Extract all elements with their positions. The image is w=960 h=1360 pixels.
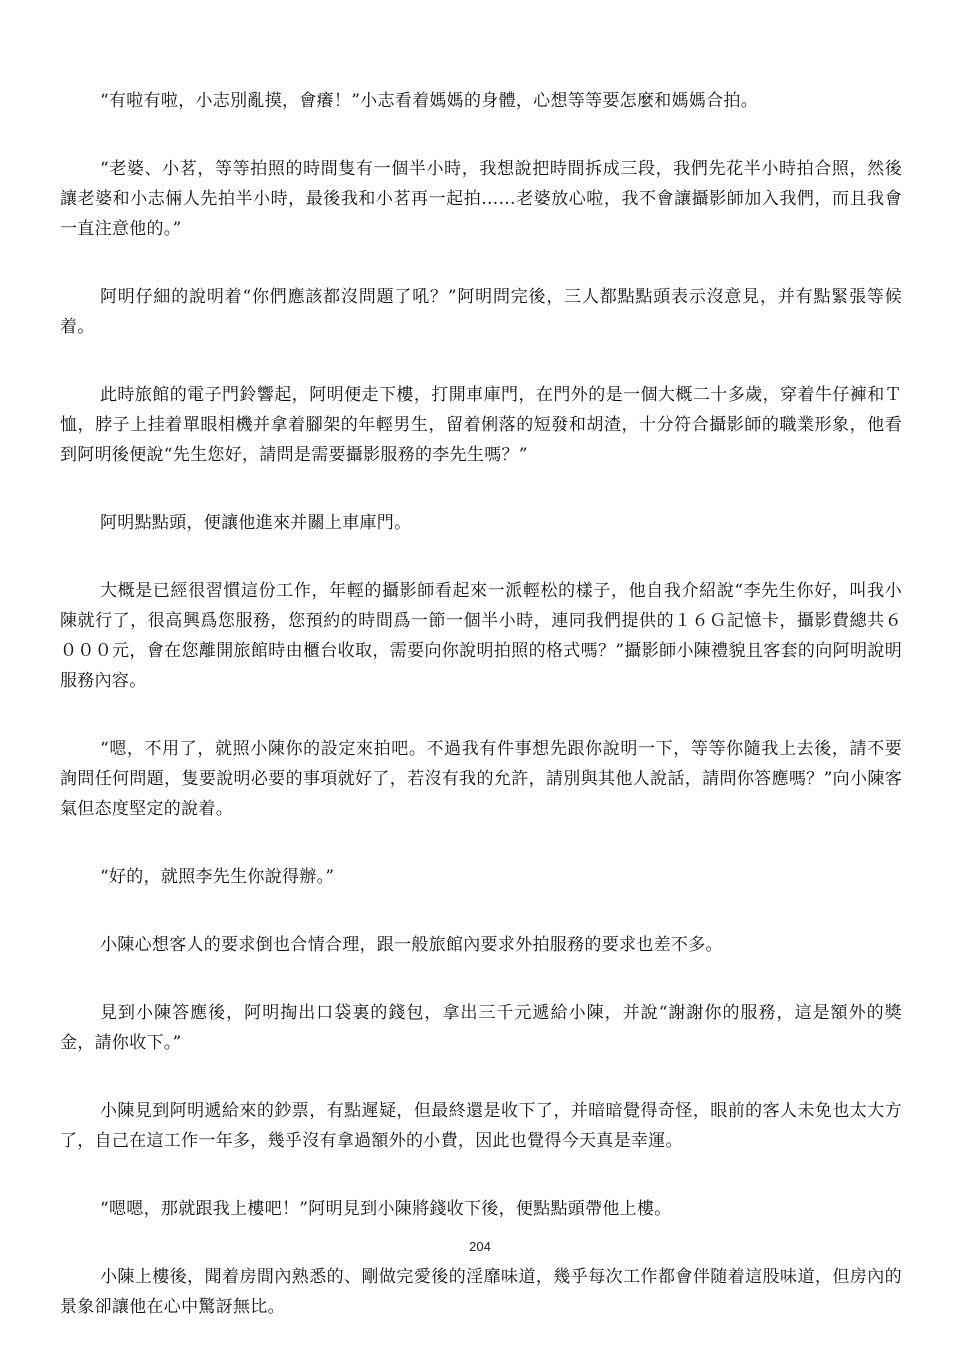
paragraph: 阿明仔細的說明着“你們應該都沒問題了吼？”阿明問完後，三人都點點頭表示沒意見，并有點緊張等候着。 [60, 287, 902, 337]
paragraph: 小陳見到阿明遞給來的鈔票，有點遲疑，但最終還是收下了，并暗暗覺得奇怪，眼前的客人未免也太大方了，自己在這工作一年多，幾乎沒有拿過額外的小費，因此也覺得今天真是幸運。 [60, 1101, 902, 1151]
paragraph: “好的，就照李先生你說得辦。” [100, 867, 335, 887]
paragraph: 阿明點點頭，便讓他進來并關上車庫門。 [100, 513, 412, 533]
paragraph: 小陳上樓後，聞着房間內熟悉的、剛做完愛後的淫靡味道，幾乎每次工作都會伴随着這股味道，但房內的景象卻讓他在心中驚訝無比。 [60, 1267, 902, 1317]
paragraph: “老婆、小茗，等等拍照的時間隻有一個半小時，我想說把時間拆成三段，我們先花半小時拍合照，然後讓老婆和小志倆人先拍半小時，最後我和小茗再一起拍……老婆放心啦，我不會讓攝影師加入我們，而且我會一直注意他的。” [60, 159, 902, 239]
paragraph: 此時旅館的電子門鈴響起，阿明便走下樓，打開車庫門，在門外的是一個大概二十多歲，穿着牛仔褲和Ｔ恤，脖子上挂着單眼相機并拿着腳架的年輕男生，留着俐落的短發和胡渣，十分符合攝影師的職業形象，他看到阿明後便說“先生您好，請問是需要攝影服務的李先生嗎？” [60, 385, 902, 465]
document-body [60, 86, 902, 1360]
paragraph: “有啦有啦，小志別亂摸，會癢！”小志看着媽媽的身體，心想等等要怎麼和媽媽合拍。 [100, 91, 759, 111]
page-number: 204 [469, 1239, 491, 1254]
paragraph: 大概是已經很習慣這份工作，年輕的攝影師看起來一派輕松的樣子，他自我介紹說“李先生你好，叫我小陳就行了，很高興爲您服務，您預約的時間爲一節一個半小時，連同我們提供的１６Ｇ記憶卡，攝影費總共６０００元，會在您離開旅館時由櫃台收取，需要向你說明拍照的格式嗎？”攝影師小陳禮貌且客套的向阿明說明服務內容。 [60, 581, 902, 691]
paragraph: “嗯嗯，那就跟我上樓吧！”阿明見到小陳將錢收下後，便點點頭帶他上樓。 [100, 1199, 672, 1219]
paragraph: 見到小陳答應後，阿明掏出口袋裏的錢包，拿出三千元遞給小陳，并說“謝謝你的服務，這是額外的獎金，請你收下。” [60, 1003, 902, 1053]
paragraph: “嗯，不用了，就照小陳你的設定來拍吧。不過我有件事想先跟你說明一下，等等你隨我上去後，請不要詢問任何問題，隻要說明必要的事項就好了，若沒有我的允許，請別與其他人說話，請問你答應嗎？”向小陳客氣但态度堅定的說着。 [60, 739, 902, 819]
paragraph: 小陳心想客人的要求倒也合情合理，跟一般旅館內要求外拍服務的要求也差不多。 [100, 935, 723, 955]
